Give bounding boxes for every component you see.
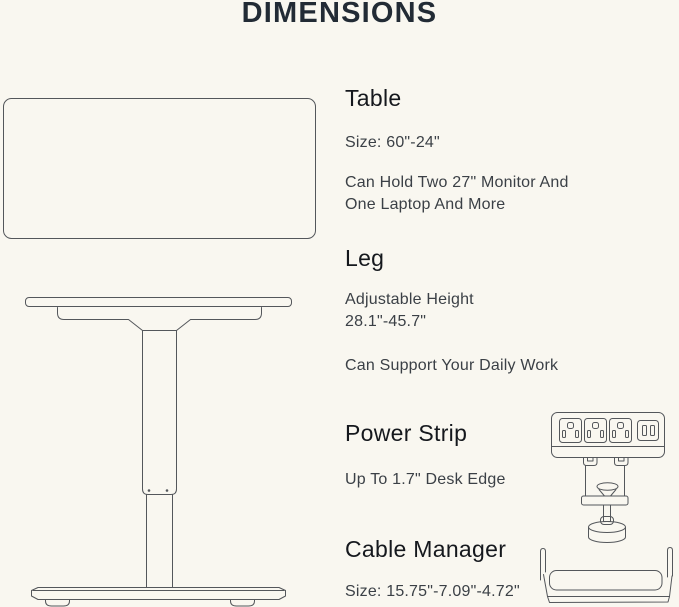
cable-manager-size-text: Size: 15.75"-7.09"-4.72": [345, 583, 520, 600]
power-strip-section-heading: Power Strip: [345, 420, 468, 446]
desk-leg-outline-icon: [26, 298, 292, 607]
table-size-text: Size: 60"-24": [345, 134, 440, 151]
table-capacity-line1: Can Hold Two 27" Monitor And: [345, 174, 569, 191]
power-strip-outline-icon: [552, 413, 665, 543]
power-strip-note-text: Up To 1.7" Desk Edge: [345, 471, 506, 488]
cable-manager-section-heading: Cable Manager: [345, 536, 507, 562]
leg-note-text: Can Support Your Daily Work: [345, 357, 559, 374]
cable-manager-outline-icon: [541, 548, 673, 603]
leg-height-range: 28.1"-45.7": [345, 313, 427, 330]
page-title: DIMENSIONS: [241, 0, 438, 29]
tabletop-outline-icon: [4, 99, 316, 239]
leg-height-text: [345, 289, 474, 333]
table-capacity-line2: One Laptop And More: [345, 196, 506, 213]
table-section-heading: Table: [345, 85, 402, 111]
leg-section-heading: Leg: [345, 245, 385, 271]
table-capacity-text: [345, 172, 569, 216]
leg-adjustable-label: Adjustable Height: [345, 291, 474, 308]
